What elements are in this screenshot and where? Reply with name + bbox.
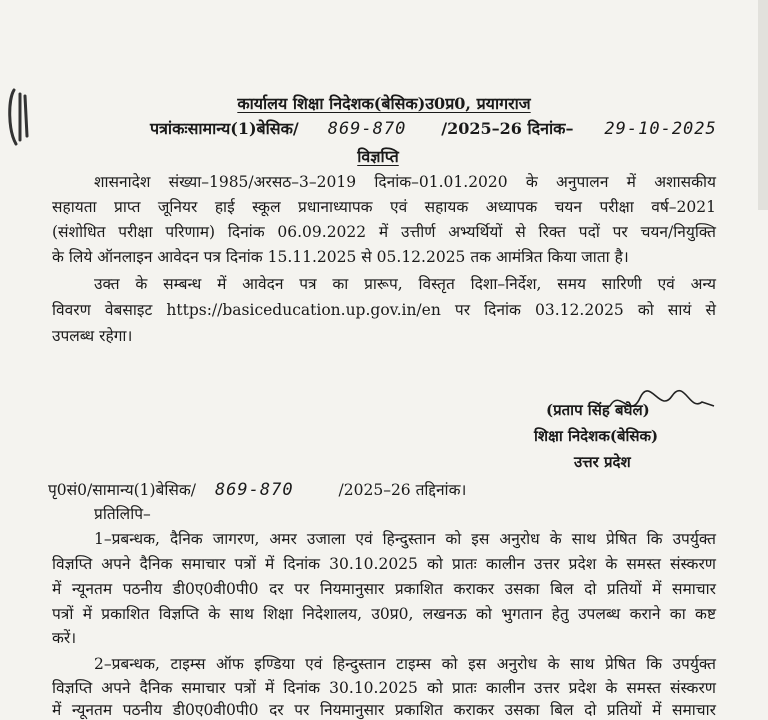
notice-title: विज्ञप्ति: [357, 147, 399, 166]
para1-line1: शासनादेश संख्या–1985/अरसठ–3–2019 दिनांक–01.01.2020 के अनुपालन में अशासकीय: [94, 173, 716, 191]
copy-reference-line: पृ0सं0/सामान्य(1)बेसिक/ 869-870 /2025–26 तद्दिनांक।: [48, 480, 467, 500]
copy2-line3: में न्यूनतम पठनीय डी0ए0वी0पी0 दर पर नियमानुसार प्रकाशित कराकर उसका बिल दो प्रतियों में समाचार: [52, 701, 716, 719]
para2-line3: उपलब्ध रहेगा।: [52, 327, 133, 345]
para1-line2: सहायता प्राप्त जूनियर हाई स्कूल प्रधानाध्यापक एवं सहायक अध्यापक चयन परीक्षा वर्ष–2021: [52, 198, 716, 216]
copy1-line3: में न्यूनतम पठनीय डी0ए0वी0पी0 दर पर नियमानुसार प्रकाशित कराकर उसका बिल दो प्रतियों में समाचार: [52, 580, 716, 598]
copy1-line2: विज्ञप्ति अपने दैनिक समाचार पत्रों में दिनांक 30.10.2025 को प्रातः कालीन उत्तर प्रदेश के समस्त संस्करण: [52, 555, 716, 573]
signatory-state: उत्तर प्रदेश: [574, 453, 631, 471]
office-header: कार्यालय शिक्षा निदेशक(बेसिक)उ0प्र0, प्रयागराज: [237, 94, 531, 113]
para2-line2: विवरण वेबसाइट https://basiceducation.up.gov.in/en पर दिनांक 03.12.2025 को सायं से: [52, 301, 716, 319]
copy1-line1: 1–प्रबन्धक, दैनिक जागरण, अमर उजाला एवं हिन्दुस्तान को इस अनुरोध के साथ प्रेषित कि उपर्युक्त: [94, 530, 716, 548]
para2-line1: उक्त के सम्बन्ध में आवेदन पत्र का प्रारूप, विस्तृत दिशा–निर्देश, समय सारिणी एवं अन्य: [94, 275, 716, 293]
para1-line3: (संशोधित परीक्षा परिणाम) दिनांक 06.09.2022 में उत्तीर्ण अभ्यर्थियों से रिक्त पदों पर चयन/नियुक्ति: [52, 223, 716, 241]
copy1-line5: करें।: [52, 629, 77, 647]
copy-label: प्रतिलिपि–: [94, 505, 151, 523]
signatory-designation: शिक्षा निदेशक(बेसिक): [534, 427, 659, 445]
copy1-line4: पत्रों में प्रकाशित विज्ञप्ति के साथ शिक्षा निदेशालय, उ0प्र0, लखनऊ को भुगतान हेतु उपलब्ध कराने का कष्ट: [52, 605, 716, 623]
signatory-name: (प्रताप सिंह बघेल): [546, 401, 650, 419]
para1-line4: के लिये ऑनलाइन आवेदन पत्र दिनांक 15.11.2025 से 05.12.2025 तक आमंत्रित किया जाता है।: [52, 248, 629, 266]
letter-number-line: पत्रांकःसामान्य(1)बेसिक/ 869-870 /2025–26 दिनांक– 29-10-2025: [150, 119, 717, 139]
copy2-line2: विज्ञप्ति अपने दैनिक समाचार पत्रों में दिनांक 30.10.2025 को प्रातः कालीन उत्तर प्रदेश के समस्त संस्करण: [52, 679, 716, 697]
copy2-line1: 2–प्रबन्धक, टाइम्स ऑफ इण्डिया एवं हिन्दुस्तान टाइम्स को इस अनुरोध के साथ प्रेषित कि उपर्युक्त: [94, 655, 716, 673]
